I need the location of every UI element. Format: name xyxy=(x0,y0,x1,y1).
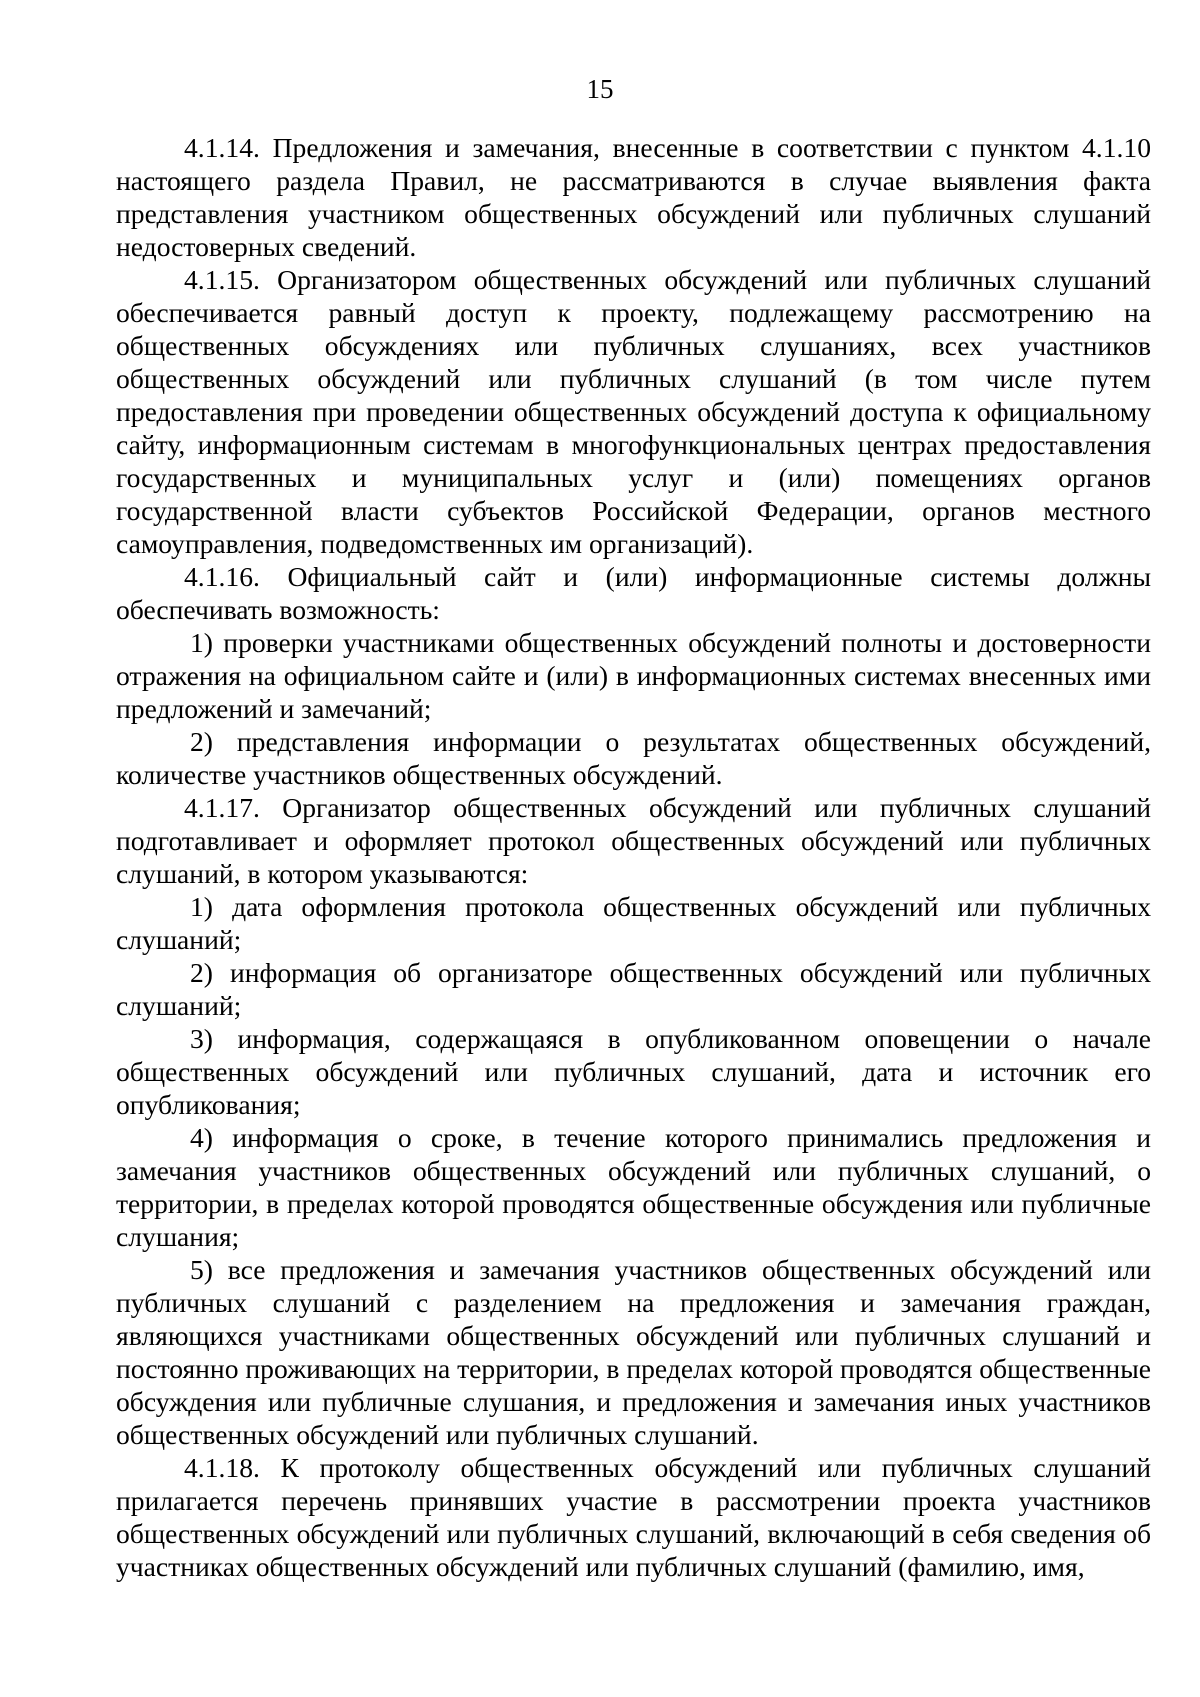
document-body xyxy=(116,131,1151,1583)
list-item: 1) проверки участниками общественных обсуждений полноты и достоверности отражения на официальном сайте и (или) в информационных системах внесенных ими предложений и замечаний; xyxy=(116,627,1151,724)
paragraph-4-1-18: 4.1.18. К протоколу общественных обсуждений или публичных слушаний прилагается перечень принявших участие в рассмотрении проекта участников общественных обсуждений или публичных слушаний, включающий в себя сведения об участниках общественных обсуждений или публичных слушаний (фамилию, имя, xyxy=(116,1452,1151,1582)
page-number: 15 xyxy=(586,74,614,104)
list-item: 4) информация о сроке, в течение которого принимались предложения и замечания участников общественных обсуждений или публичных слушаний, о территории, в пределах которой проводятся общественные обсуждения или публичные слушания; xyxy=(116,1122,1151,1252)
list-item: 3) информация, содержащаяся в опубликованном оповещении о начале общественных обсуждений или публичных слушаний, дата и источник его опубликования; xyxy=(116,1023,1151,1120)
paragraph-4-1-16: 4.1.16. Официальный сайт и (или) информационные системы должны обеспечивать возможность: xyxy=(116,561,1151,625)
paragraph-4-1-17: 4.1.17. Организатор общественных обсуждений или публичных слушаний подготавливает и оформляет протокол общественных обсуждений или публичных слушаний, в котором указываются: xyxy=(116,792,1151,889)
list-item: 2) информация об организаторе общественных обсуждений или публичных слушаний; xyxy=(116,957,1151,1021)
list-item: 2) представления информации о результатах общественных обсуждений, количестве участников общественных обсуждений. xyxy=(116,726,1151,790)
paragraph-4-1-15: 4.1.15. Организатором общественных обсуждений или публичных слушаний обеспечивается равный доступ к проекту, подлежащему рассмотрению на общественных обсуждениях или публичных слушаниях, всех участников общественных обсуждений или публичных слушаний (в том числе путем предоставления при проведении общественных обсуждений доступа к официальному сайту, информационным системам в многофункциональных центрах предоставления государственных и муниципальных услуг и (или) помещениях органов государственной власти субъектов Российской Федерации, органов местного самоуправления, подведомственных им организаций). xyxy=(116,264,1151,559)
list-item: 1) дата оформления протокола общественных обсуждений или публичных слушаний; xyxy=(116,891,1151,955)
paragraph-4-1-14: 4.1.14. Предложения и замечания, внесенные в соответствии с пунктом 4.1.10 настоящего раздела Правил, не рассматриваются в случае выявления факта представления участником общественных обсуждений или публичных слушаний недостоверных сведений. xyxy=(116,132,1151,262)
list-item: 5) все предложения и замечания участников общественных обсуждений или публичных слушаний с разделением на предложения и замечания граждан, являющихся участниками общественных обсуждений или публичных слушаний и постоянно проживающих на территории, в пределах которой проводятся общественные обсуждения или публичные слушания, и предложения и замечания иных участников общественных обсуждений или публичных слушаний. xyxy=(116,1254,1151,1450)
